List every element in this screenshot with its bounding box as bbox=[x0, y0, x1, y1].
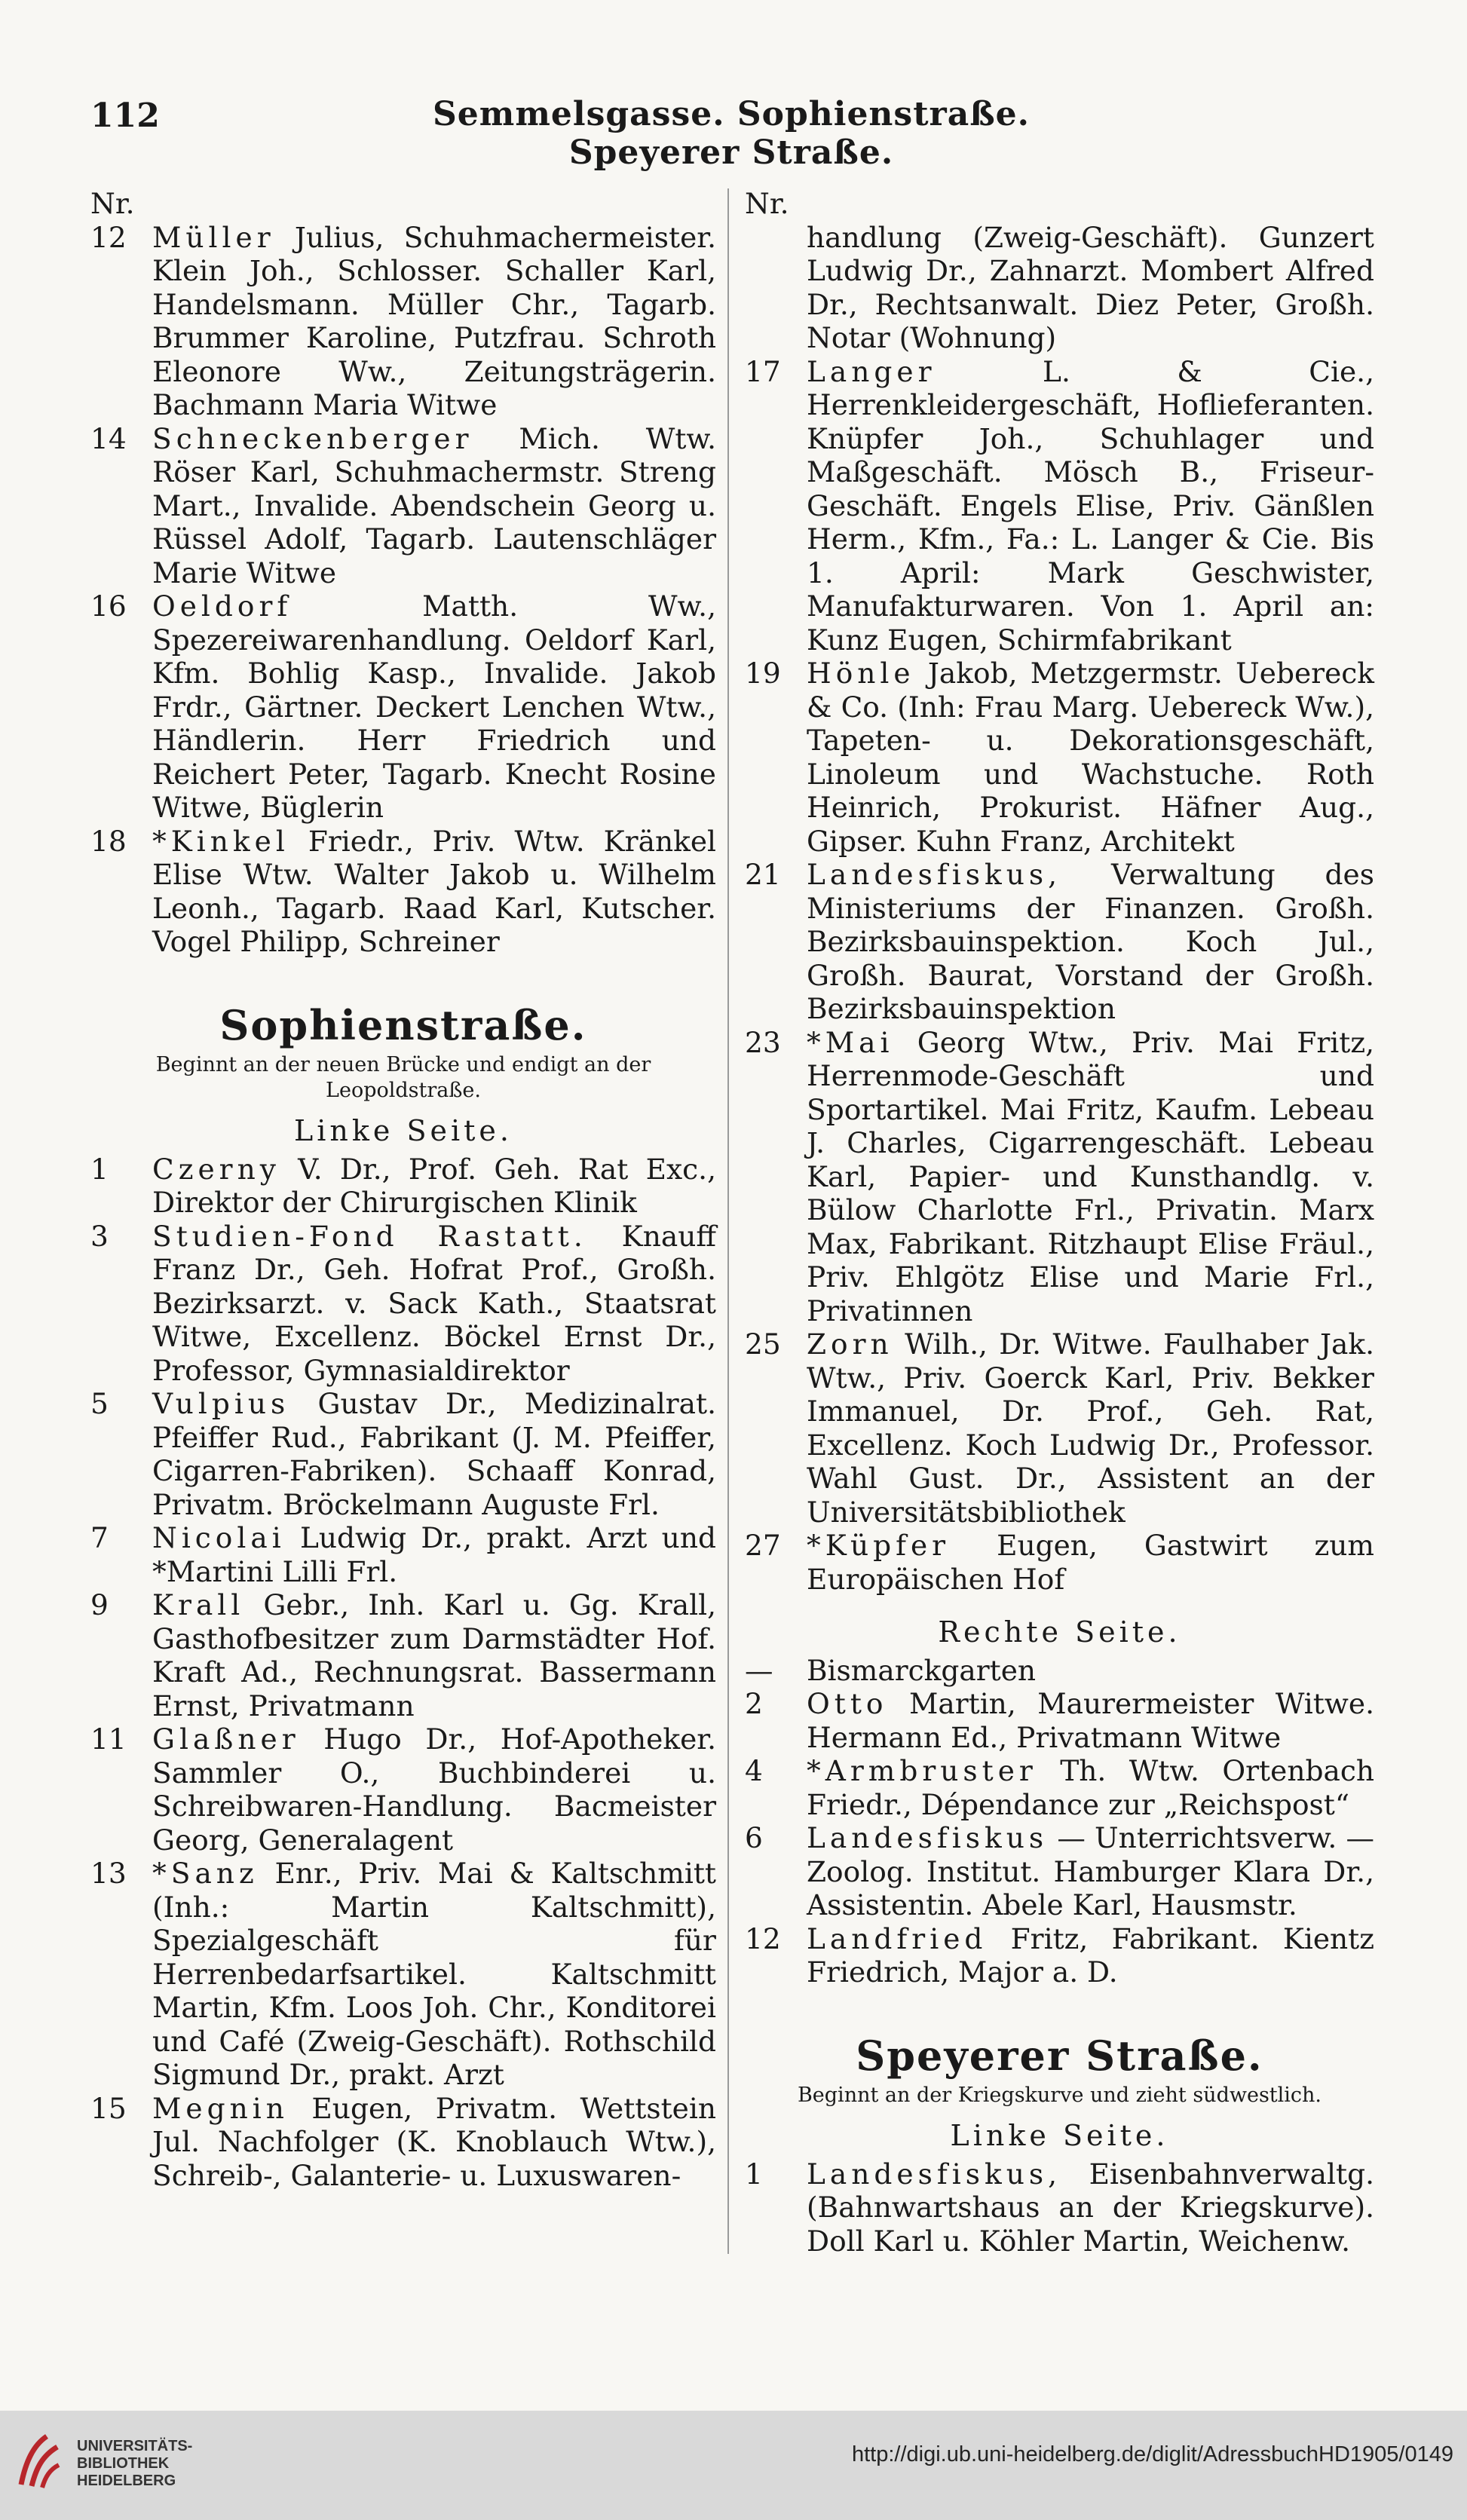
entry-name: Landfried bbox=[807, 1921, 988, 1955]
entry-name: Schneckenberger bbox=[152, 421, 473, 455]
house-number: 6 bbox=[745, 1821, 763, 1854]
nr-label: Nr. bbox=[90, 187, 135, 220]
entry-text bbox=[152, 1722, 716, 1857]
entry-name: Otto bbox=[807, 1687, 888, 1720]
entry-name: Oeldorf bbox=[152, 589, 292, 623]
entry-text bbox=[807, 1754, 1374, 1821]
entry-body: Julius, Schuhmachermeister. Klein Joh., Schlosser. Schaller Karl, Handelsmann. Müller Chr., Tagarb. Brummer Karoline, Putzfrau. Schroth Eleonore Ww., Zeitungsträgerin. Bachmann Maria Witwe bbox=[152, 220, 716, 421]
logo-text-line: BIBLIOTHEK bbox=[77, 2455, 170, 2472]
list-item bbox=[745, 1529, 1374, 1596]
list-item bbox=[90, 1588, 716, 1722]
house-number: 15 bbox=[90, 2091, 127, 2125]
list-item bbox=[745, 1687, 1374, 1754]
entry-name: Hönle bbox=[807, 657, 915, 690]
house-number: — bbox=[745, 1653, 773, 1687]
entry-body: Gustav Dr., Medizinalrat. Pfeiffer Rud., Fabrikant (J. M. Pfeiffer, Cigarren-Fabriken). Schaaff Konrad, Privatm. Bröckelmann Auguste Frl. bbox=[152, 1387, 716, 1521]
entry-text bbox=[152, 1220, 716, 1388]
street-heading-speyerer-strasse: Speyerer Straße. bbox=[856, 2031, 1263, 2080]
house-number: 21 bbox=[745, 858, 781, 891]
university-library-logo-icon bbox=[17, 2432, 62, 2491]
entry-text bbox=[152, 825, 716, 959]
continuation-text: handlung (Zweig-Geschäft). Gunzert Ludwig Dr., Zahnarzt. Mombert Alfred Dr., Rechtsanwalt. Diez Peter, Großh. Notar (Wohnung) bbox=[807, 220, 1374, 354]
entry-text bbox=[152, 1521, 716, 1588]
entry-text bbox=[807, 1654, 1374, 1688]
entry-name: Zorn bbox=[807, 1327, 893, 1361]
side-heading-right: Rechte Seite. bbox=[938, 1615, 1181, 1649]
left-column bbox=[90, 187, 716, 2192]
entry-body: Th. Wtw. Ortenbach Friedr., Dépendance zur „Reichspost“ bbox=[807, 1754, 1374, 1821]
house-number: 17 bbox=[745, 354, 781, 388]
list-item bbox=[745, 1821, 1374, 1922]
house-number: 2 bbox=[745, 1687, 763, 1720]
entry-text bbox=[807, 858, 1374, 1026]
list-item bbox=[90, 589, 716, 825]
list-item bbox=[745, 1654, 1374, 1688]
list-item bbox=[745, 858, 1374, 1026]
entry-text bbox=[807, 1327, 1374, 1529]
entry-name: Müller bbox=[152, 220, 275, 254]
entry-body: Martin, Maurermeister Witwe. Hermann Ed., Privatmann Witwe bbox=[807, 1687, 1374, 1754]
entry-name: Megnin bbox=[152, 2091, 289, 2125]
entry-body: Wilh., Dr. Witwe. Faulhaber Jak. Wtw., Priv. Goerck Karl, Priv. Bekker Immanuel, Dr. Prof., Geh. Rat, Excellenz. Koch Ludwig Dr., Professor. Wahl Gust. Dr., Assistent an der Universitätsbibliothek bbox=[807, 1327, 1374, 1529]
house-number: 18 bbox=[90, 824, 127, 858]
list-item bbox=[745, 1026, 1374, 1328]
entry-name: *Sanz bbox=[152, 1857, 259, 1890]
entry-name: Nicolai bbox=[152, 1521, 286, 1554]
list-item bbox=[745, 1922, 1374, 1989]
list-item bbox=[745, 2157, 1374, 2258]
entry-body: — Unterrichtsverw. — Zoolog. Institut. Hamburger Klara Dr., Assistentin. Abele Karl, Hausmstr. bbox=[807, 1821, 1374, 1921]
house-number: 1 bbox=[90, 1152, 109, 1186]
entry-name: Landesfiskus bbox=[807, 1821, 1049, 1854]
house-number: 4 bbox=[745, 1754, 763, 1787]
entry-name: Landesfiskus, bbox=[807, 2157, 1062, 2191]
list-item bbox=[90, 2092, 716, 2193]
logo-text-line: UNIVERSITÄTS- bbox=[77, 2438, 193, 2454]
list-item bbox=[90, 825, 716, 959]
entry-text bbox=[152, 1857, 716, 2092]
list-item bbox=[745, 657, 1374, 858]
entry-body: Eisenbahnverwaltg. (Bahnwartshaus an der Kriegskurve). Doll Karl u. Köhler Martin, Weichenw. bbox=[807, 2157, 1374, 2258]
house-number: 12 bbox=[90, 220, 127, 254]
house-number: 13 bbox=[90, 1857, 127, 1890]
house-number: 12 bbox=[745, 1921, 781, 1955]
logo-text-line: HEIDELBERG bbox=[77, 2473, 176, 2489]
entry-name: *Küpfer bbox=[807, 1529, 951, 1562]
entry-text bbox=[807, 1922, 1374, 1989]
entry-body: Eugen, Privatm. Wettstein Jul. Nachfolger (K. Knoblauch Wtw.), Schreib-, Galanterie- u. Luxuswaren- bbox=[152, 2091, 716, 2192]
house-number: 27 bbox=[745, 1529, 781, 1562]
entry-body: Eugen, Gastwirt zum Europäischen Hof bbox=[807, 1529, 1374, 1596]
side-heading-left: Linke Seite. bbox=[950, 2119, 1169, 2152]
house-number: 14 bbox=[90, 421, 127, 455]
entry-name: Vulpius bbox=[152, 1387, 290, 1420]
entry-name: *Mai bbox=[807, 1025, 894, 1059]
entry-body: Knauff Franz Dr., Geh. Hofrat Prof., Großh. Bezirksarzt. v. Sack Kath., Staatsrat Witwe, Excellenz. Böckel Ernst Dr., Professor, Gymnasialdirektor bbox=[152, 1219, 716, 1387]
entry-text bbox=[152, 589, 716, 825]
entry-name: Studien-Fond Rastatt. bbox=[152, 1219, 587, 1253]
entry-body: Gebr., Inh. Karl u. Gg. Krall, Gasthofbesitzer zum Darmstädter Hof. Kraft Ad., Rechnungsrat. Bassermann Ernst, Privatmann bbox=[152, 1588, 716, 1722]
nr-label: Nr. bbox=[745, 187, 789, 220]
entry-body: L. & Cie., Herrenkleidergeschäft, Hoflieferanten. Knüpfer Joh., Schuhlager und Maßgeschäft. Mösch B., Friseur-Geschäft. Engels Elise, Priv. Gänßlen Herm., Kfm., Fa.: L. Langer & Cie. Bis 1. April: Mark Geschwister, Manufakturwaren. Von 1. April an: Kunz Eugen, Schirmfabrikant bbox=[807, 354, 1374, 657]
house-number: 3 bbox=[90, 1219, 109, 1253]
entry-name: *Kinkel bbox=[152, 824, 289, 858]
list-item bbox=[90, 1722, 716, 1857]
entry-name: Krall bbox=[152, 1588, 245, 1621]
entry-body: Hugo Dr., Hof-Apotheker. Sammler O., Buchbinderei u. Schreibwaren-Handlung. Bacmeister Georg, Generalagent bbox=[152, 1722, 716, 1857]
list-item bbox=[745, 221, 1374, 355]
entry-text bbox=[152, 1387, 716, 1521]
house-number: 7 bbox=[90, 1521, 109, 1554]
entry-text bbox=[807, 355, 1374, 657]
entry-text bbox=[807, 2157, 1374, 2258]
list-item bbox=[745, 355, 1374, 657]
entry-text bbox=[807, 1529, 1374, 1596]
entry-body: Bismarckgarten bbox=[807, 1653, 1037, 1687]
house-number: 25 bbox=[745, 1327, 781, 1361]
list-item bbox=[90, 1521, 716, 1588]
list-item bbox=[90, 1153, 716, 1220]
list-item bbox=[90, 422, 716, 590]
entry-text bbox=[807, 1821, 1374, 1922]
house-number: 11 bbox=[90, 1722, 127, 1756]
house-number: 16 bbox=[90, 589, 127, 623]
house-number: 1 bbox=[745, 2157, 763, 2191]
side-heading-left: Linke Seite. bbox=[294, 1114, 513, 1147]
entry-body: Ludwig Dr., prakt. Arzt und *Martini Lilli Frl. bbox=[152, 1521, 716, 1588]
right-column bbox=[745, 187, 1374, 2258]
running-title: Semmelsgasse. Sophienstraße. Speyerer Straße. bbox=[433, 95, 1030, 172]
entry-body: Verwaltung des Ministeriums der Finanzen. Großh. Bezirksbauinspektion. Koch Jul., Großh. Baurat, Vorstand der Großh. Bezirksbauinspektion bbox=[807, 858, 1374, 1025]
entry-name: Langer bbox=[807, 354, 936, 388]
entry-text bbox=[152, 422, 716, 590]
house-number: 23 bbox=[745, 1025, 781, 1059]
house-number: 19 bbox=[745, 657, 781, 690]
entry-text bbox=[807, 1687, 1374, 1754]
entry-text bbox=[152, 221, 716, 422]
logo-text bbox=[77, 2438, 192, 2490]
entry-body: Enr., Priv. Mai & Kaltschmitt (Inh.: Martin Kaltschmitt), Spezialgeschäft für Herrenbedarfsartikel. Kaltschmitt Martin, Kfm. Loos Joh. Chr., Konditorei und Café (Zweig-Geschäft). Rothschild Sigmund Dr., prakt. Arzt bbox=[152, 1857, 716, 2091]
list-item bbox=[745, 1327, 1374, 1529]
entry-body: Matth. Ww., Spezereiwarenhandlung. Oeldorf Karl, Kfm. Bohlig Kasp., Invalide. Jakob Frdr., Gärtner. Deckert Lenchen Wtw., Händlerin. Herr Friedrich und Reichert Peter, Tagarb. Knecht Rosine Witwe, Büglerin bbox=[152, 589, 716, 824]
column-divider bbox=[727, 188, 729, 2254]
entry-name: Glaßner bbox=[152, 1722, 300, 1756]
entry-name: Landesfiskus, bbox=[807, 858, 1062, 891]
entry-text bbox=[807, 1026, 1374, 1328]
entry-name: *Armbruster bbox=[807, 1754, 1037, 1787]
entry-text bbox=[807, 657, 1374, 858]
list-item bbox=[90, 1220, 716, 1388]
entry-text bbox=[152, 1588, 716, 1722]
house-number: 9 bbox=[90, 1588, 109, 1621]
entry-text bbox=[152, 2092, 716, 2193]
list-item bbox=[90, 1857, 716, 2092]
street-heading-sophienstrasse: Sophienstraße. bbox=[219, 1000, 587, 1049]
street-intro: Beginnt an der neuen Brücke und endigt an der Leopoldstraße. bbox=[155, 1053, 651, 1102]
house-number: 5 bbox=[90, 1387, 109, 1420]
list-item bbox=[90, 221, 716, 422]
list-item bbox=[745, 1754, 1374, 1821]
entry-body: Mich. Wtw. Röser Karl, Schuhmachermstr. Streng Mart., Invalide. Abendschein Georg u. Rüssel Adolf, Tagarb. Lautenschläger Marie Witwe bbox=[152, 421, 716, 589]
entry-body: Georg Wtw., Priv. Mai Fritz, Herrenmode-Geschäft und Sportartikel. Mai Fritz, Kaufm. Lebeau J. Charles, Cigarrengeschäft. Lebeau Karl, Papier- und Kunsthandlg. v. Bülow Charlotte Frl., Privatin. Marx Max, Fabrikant. Ritzhaupt Elise Fräul., Priv. Ehlgötz Elise und Marie Frl., Privatinnen bbox=[807, 1025, 1374, 1327]
street-intro: Beginnt an der Kriegskurve und zieht südwestlich. bbox=[797, 2084, 1322, 2107]
list-item bbox=[90, 1387, 716, 1521]
page-number: 112 bbox=[90, 96, 160, 135]
entry-body: Jakob, Metzgermstr. Uebereck & Co. (Inh: Frau Marg. Uebereck Ww.), Tapeten- u. Dekorationsgeschäft, Linoleum und Wachstuche. Roth Heinrich, Prokurist. Häfner Aug., Gipser. Kuhn Franz, Architekt bbox=[807, 657, 1374, 858]
entry-body: Fritz, Fabrikant. Kientz Friedrich, Major a. D. bbox=[807, 1921, 1374, 1989]
entry-body: Friedr., Priv. Wtw. Kränkel Elise Wtw. Walter Jakob u. Wilhelm Leonh., Tagarb. Raad Karl, Kutscher. Vogel Philipp, Schreiner bbox=[152, 824, 716, 958]
entry-text bbox=[152, 1153, 716, 1220]
entry-name: Czerny bbox=[152, 1152, 280, 1186]
source-url-link[interactable]: http://digi.ub.uni-heidelberg.de/diglit/AdressbuchHD1905/0149 bbox=[851, 2442, 1453, 2466]
entry-body: V. Dr., Prof. Geh. Rat Exc., Direktor der Chirurgischen Klinik bbox=[152, 1152, 716, 1219]
